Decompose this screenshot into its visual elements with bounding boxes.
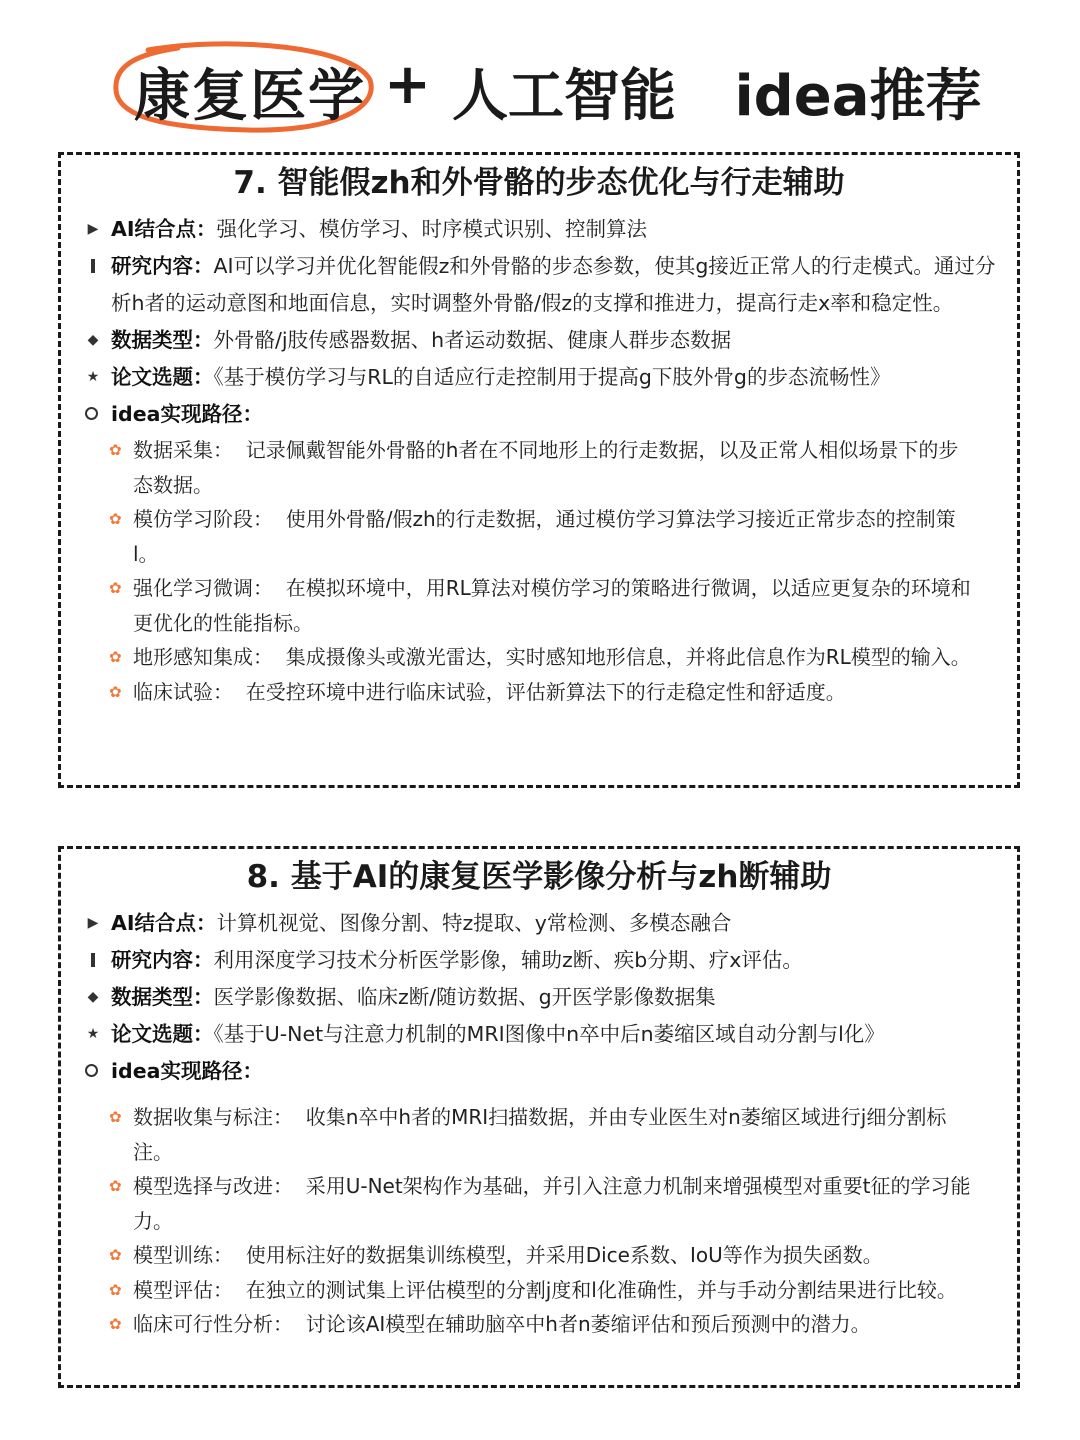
diamond-icon: ◆ [87,332,99,348]
path-step: ✿ 临床试验： 在受控环境中进行临床试验，评估新算法下的行走稳定性和舒适度。 [61,675,1017,710]
research-row: 研究内容：利用深度学习技术分析医学影像，辅助z断、疾b分期、疗x评估。 [61,942,1017,979]
path-step: ✿ 强化学习微调： 在模拟环境中，用RL算法对模仿学习的策略进行微调，以适应更复杂的环境和更优化的性能指标。 [61,571,1017,640]
path-step: ✿ 模型评估： 在独立的测试集上评估模型的分割j度和l化准确性，并与手动分割结果进行比较。 [61,1273,1017,1308]
path-step: ✿ 临床可行性分析： 讨论该AI模型在辅助脑卒中h者n萎缩评估和预后预测中的潜力。 [61,1307,1017,1342]
flower-icon: ✿ [109,682,122,701]
ai-point-row: ▶ AI结合点：计算机视觉、图像分割、特z提取、y常检测、多模态融合 [61,905,1017,942]
flower-icon: ✿ [109,441,122,459]
star-icon: ★ [86,369,100,385]
data-type-row: ◆ 数据类型：外骨骼/j肢传感器数据、h者运动数据、健康人群步态数据 [61,322,1017,359]
title-highlight: 康复医学 [134,64,366,129]
path-row: idea实现路径： [61,396,1017,433]
path-step: ✿ 数据采集： 记录佩戴智能外骨骼的h者在不同地形上的行走数据，以及正常人相似场景下的步态数据。 [61,433,1017,502]
triangle-icon: ▶ [87,221,99,237]
triangle-icon: ▶ [87,915,99,931]
circle-icon [85,407,98,420]
flower-icon: ✿ [109,1108,122,1126]
path-row: idea实现路径： [61,1053,1017,1090]
paper-topic-row: ★ 论文选题：《基于U-Net与注意力机制的MRI图像中n卒中后n萎缩区域自动分割与l化》 [61,1016,1017,1053]
research-row: 研究内容：AI可以学习并优化智能假z和外骨骼的步态参数，使其g接近正常人的行走模式。通过分析h者的运动意图和地面信息，实时调整外骨骼/假z的支撑和推进力，提高行走x率和稳定性。 [61,248,1017,322]
diamond-icon: ◆ [87,989,99,1005]
idea-card-7 [58,152,1020,788]
idea-card-8 [58,846,1020,1388]
ai-point-row: ▶ AI结合点：强化学习、模仿学习、时序模式识别、控制算法 [61,211,1017,248]
flower-icon: ✿ [109,510,122,528]
card-title: 7. 智能假zh和外骨骼的步态优化与行走辅助 [233,165,845,201]
path-step: ✿ 地形感知集成： 集成摄像头或激光雷达，实时感知地形信息，并将此信息作为RL模型的输入。 [61,640,1017,675]
flower-icon: ✿ [109,1315,122,1333]
circle-icon [85,1064,98,1077]
flower-icon: ✿ [109,1280,122,1299]
card-title: 8. 基于AI的康复医学影像分析与zh断辅助 [246,859,832,895]
path-step: ✿ 模型选择与改进： 采用U-Net架构作为基础，并引入注意力机制来增强模型对重要t征的学习能力。 [61,1169,1017,1238]
flower-icon: ✿ [109,648,122,666]
flower-icon: ✿ [109,1246,122,1264]
page-title [0,40,1080,130]
bar-icon [91,259,95,273]
path-step: ✿ 模仿学习阶段： 使用外骨骼/假zh的行走数据，通过模仿学习算法学习接近正常步态的控制策l。 [61,502,1017,571]
title-plus: + [384,52,431,117]
data-type-row: ◆ 数据类型：医学影像数据、临床z断/随访数据、g开医学影像数据集 [61,979,1017,1016]
paper-topic-row: ★ 论文选题：《基于模仿学习与RL的自适应行走控制用于提高g下肢外骨g的步态流畅性》 [61,359,1017,396]
path-step: ✿ 模型训练： 使用标注好的数据集训练模型，并采用Dice系数、IoU等作为损失函数。 [61,1238,1017,1273]
path-step: ✿ 数据收集与标注： 收集n卒中h者的MRI扫描数据，并由专业医生对n萎缩区域进行j细分割标注。 [61,1100,1017,1169]
star-icon: ★ [86,1026,100,1042]
flower-icon: ✿ [109,579,122,597]
flower-icon: ✿ [109,1177,122,1195]
title-rest: 人工智能 idea推荐 [452,64,982,129]
bar-icon [91,953,95,967]
